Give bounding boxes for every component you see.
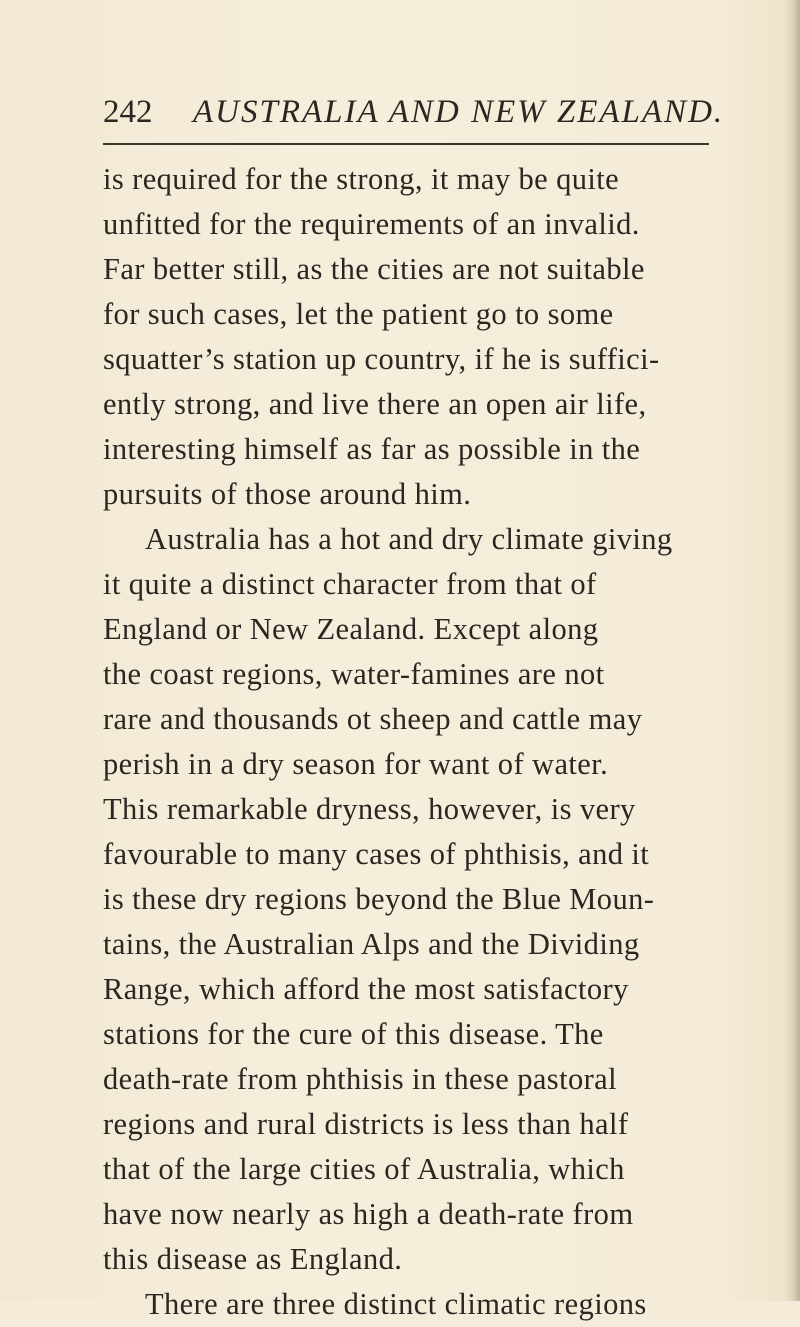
body-text (103, 157, 723, 1327)
text-line: tains, the Australian Alps and the Dividing (103, 927, 640, 961)
page-edge-shadow (784, 0, 800, 1301)
text-line: Range, which afford the most satisfactory (103, 972, 629, 1006)
text-line: unfitted for the requirements of an invalid. (103, 207, 640, 241)
text-line: regions and rural districts is less than half (103, 1107, 629, 1141)
text-line: interesting himself as far as possible in the (103, 432, 641, 466)
text-line: This remarkable dryness, however, is very (103, 792, 636, 826)
text-line: is these dry regions beyond the Blue Moun- (103, 882, 655, 916)
text-line: stations for the cure of this disease. The (103, 1017, 604, 1051)
running-head: AUSTRALIA AND NEW ZEALAND. (193, 94, 725, 130)
text-line: Australia has a hot and dry climate giving (145, 522, 673, 556)
text-line: the coast regions, water-famines are not (103, 657, 605, 691)
text-line: have now nearly as high a death-rate from (103, 1197, 634, 1231)
text-line: pursuits of those around him. (103, 477, 472, 511)
text-line: perish in a dry season for want of water. (103, 747, 609, 781)
text-line: Far better still, as the cities are not suitable (103, 252, 645, 286)
text-line: rare and thousands ot sheep and cattle may (103, 702, 643, 736)
text-line: squatter’s station up country, if he is suffici- (103, 342, 660, 376)
text-line: favourable to many cases of phthisis, and it (103, 837, 650, 871)
text-line: death-rate from phthisis in these pastoral (103, 1062, 617, 1096)
text-line: There are three distinct climatic regions (145, 1287, 647, 1321)
text-line: England or New Zealand. Except along (103, 612, 599, 646)
text-line: ently strong, and live there an open air life, (103, 387, 647, 421)
page-number: 242 (103, 94, 153, 130)
text-line: for such cases, let the patient go to some (103, 297, 614, 331)
header-rule (103, 143, 709, 145)
page-header (103, 92, 723, 132)
text-line: that of the large cities of Australia, which (103, 1152, 625, 1186)
text-line: it quite a distinct character from that of (103, 567, 597, 601)
text-line: is required for the strong, it may be quite (103, 162, 620, 196)
text-line: this disease as England. (103, 1242, 403, 1276)
